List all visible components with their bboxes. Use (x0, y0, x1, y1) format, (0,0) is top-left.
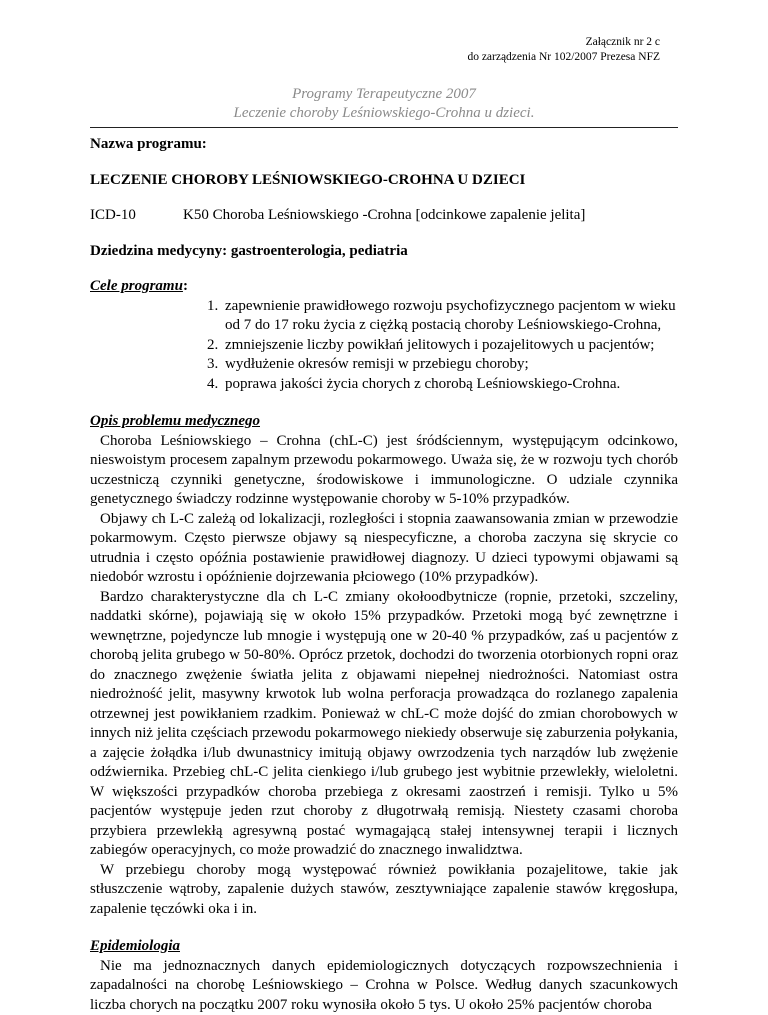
problem-paragraph-4: W przebiegu choroby mogą występować również powikłania pozajelitowe, takie jak stłuszczenie wątroby, zapalenie dużych stawów, zesztywniające zapalenie stawów kręgosłupa, zapalenie tęczówki oka i in. (90, 861, 678, 920)
problem-paragraph-3: Bardzo charakterystyczne dla ch L-C zmiany okołoodbytnicze (ropnie, przetoki, szczeliny, naddatki skórne), pojawiają się w około 15% przypadków. Przetoki mogą być zewnętrzne i wewnętrzne, pojedyncze lub mnogie i występują one w 20-40 % przypadków, zaś u pacjentów z chorobą jelita grubego w 50-80%. Oprócz przetok, dochodzi do tworzenia otorbionych ropni oraz do znacznego zwężenie światła jelita z objawami niepełnej niedrożności. Natomiast ostra niedrożność jelit, masywny krwotok lub wolna perforacja prowadząca do rozlanego zapalenia otrzewnej jest powikłaniem rzadkim. Ponieważ w chL-C może dojść do zmian chorobowych w innych niż jelita częściach przewodu pokarmowego niekiedy obserwuje się zaburzenia połykania, a zajęcie żołądka i/lub dwunastnicy imitują objawy owrzodzenia tych narządów lub zwężenie odźwiernika. Przebieg chL-C jelita cienkiego i/lub grubego jest wybitnie przewlekły, wieloletni. W większości przypadków choroba przebiega z okresami zaostrzeń i remisji. Tylko u 5% pacjentów występuje jeden rzut choroby z długotrwałą remisją. Niestety czasami choroba przybiera przewlekłą agresywną postać wymagającą stałej intensywnej terapii i licznych zabiegów operacyjnych, co może prowadzić do znacznego inwalidztwa. (90, 588, 678, 861)
icd-label: ICD-10 (90, 206, 183, 226)
goals-colon: : (183, 278, 188, 294)
annex-line-2: do zarządzenia Nr 102/2007 Prezesa NFZ (467, 50, 660, 65)
header-divider (90, 127, 678, 128)
epidemiology-heading: Epidemiologia (90, 937, 678, 957)
medical-field: Dziedzina medycyny: gastroenterologia, pediatria (90, 242, 678, 262)
annex-note (467, 35, 660, 65)
annex-line-1: Załącznik nr 2 c (467, 35, 660, 50)
header-line-2: Leczenie choroby Leśniowskiego-Crohna u dzieci. (0, 104, 768, 123)
list-item: 1. zapewnienie prawidłowego rozwoju psychofizycznego pacjentom w wieku od 7 do 17 roku życia z ciężką postacią choroby Leśniowskiego-Crohna, (207, 297, 678, 336)
goals-heading (90, 277, 678, 297)
problem-heading: Opis problemu medycznego (90, 412, 678, 432)
list-item: 3. wydłużenie okresów remisji w przebiegu choroby; (207, 355, 678, 375)
program-name-value: LECZENIE CHOROBY LEŚNIOWSKIEGO-CROHNA U DZIECI (90, 171, 678, 191)
header-line-1: Programy Terapeutyczne 2007 (0, 85, 768, 104)
running-header (0, 85, 768, 123)
program-name-label: Nazwa programu: (90, 135, 678, 155)
icd-row (90, 206, 678, 226)
list-item: 2. zmniejszenie liczby powikłań jelitowych i pozajelitowych u pacjentów; (207, 336, 678, 356)
goals-list (90, 297, 678, 395)
epidemiology-paragraph: Nie ma jednoznacznych danych epidemiologicznych dotyczących rozpowszechnienia i zapadalności na chorobę Leśniowskiego – Crohna w Polsce. Według danych szacunkowych liczba chorych na początku 2007 roku wynosiła około 5 tys. U około 25% pacjentów choroba (90, 957, 678, 1015)
list-item: 4. poprawa jakości życia chorych z chorobą Leśniowskiego-Crohna. (207, 375, 678, 395)
goals-title: Cele programu (90, 278, 183, 294)
problem-paragraph-2: Objawy ch L-C zależą od lokalizacji, rozległości i stopnia zaawansowania zmian w przewodzie pokarmowym. Często pierwsze objawy są niespecyficzne, a choroba zaczyna się skrycie co utrudnia i często opóźnia postawienie prawidłowej diagnozy. U dzieci typowymi objawami są niedobór wzrostu i opóźnienie dojrzewania płciowego (10% przypadków). (90, 510, 678, 588)
icd-value: K50 Choroba Leśniowskiego -Crohna [odcinkowe zapalenie jelita] (183, 206, 585, 226)
problem-paragraph-1: Choroba Leśniowskiego – Crohna (chL-C) jest śródściennym, występującym odcinkowo, nieswoistym procesem zapalnym przewodu pokarmowego. Uważa się, że w rozwoju tych chorób uczestniczą czynniki genetyczne, środowiskowe i immunologiczne. O udziale czynnika genetycznego świadczy rodzinne występowanie choroby w 5-10% przypadków. (90, 432, 678, 510)
document-body (90, 135, 678, 1015)
